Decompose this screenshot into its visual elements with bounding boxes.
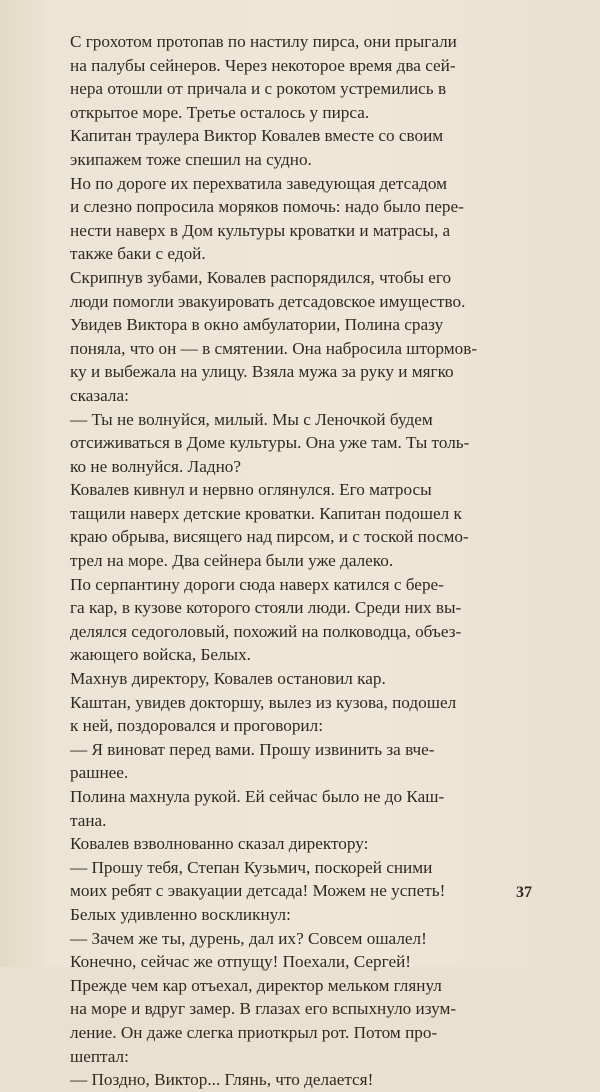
text-line: Увидев Виктора в окно амбулатории, Полина сразу	[70, 315, 444, 335]
text-line: — Ты не волнуйся, милый. Мы с Леночкой будем	[70, 409, 433, 429]
text-line: Махнув директору, Ковалев остановил кар.	[70, 669, 386, 689]
text-line: трел на море. Два сейнера были уже далеко.	[70, 551, 394, 571]
text-line: тащили наверх детские кроватки. Капитан подошел к	[70, 503, 462, 523]
text-line: ко не волнуйся. Ладно?	[70, 456, 242, 476]
text-line: Каштан, увидев докторшу, вылез из кузова, подошел	[70, 692, 457, 712]
text-line: жающего войска, Белых.	[70, 645, 251, 665]
text-line: тана.	[70, 810, 107, 830]
text-line: на палубы сейнеров. Через некоторое время два сей-	[70, 55, 456, 75]
text-line: Ковалев взволнованно сказал директору:	[70, 834, 369, 854]
text-line: — Зачем же ты, дурень, дал их? Совсем ошалел!	[70, 928, 427, 948]
text-line: Конечно, сейчас же отпущу! Поехали, Сергей!	[70, 952, 411, 972]
page-number: 37	[516, 884, 532, 901]
text-line: рашнее.	[70, 763, 129, 783]
text-line: — Прошу тебя, Степан Кузьмич, поскорей сними	[70, 857, 433, 877]
text-line: сказала:	[70, 385, 129, 405]
text-line: экипажем тоже спешил на судно.	[70, 149, 312, 169]
text-line: Скрипнув зубами, Ковалев распорядился, чтобы его	[70, 267, 452, 287]
text-line: нера отошли от причала и с рокотом устремились в	[70, 79, 447, 99]
text-line: краю обрыва, висящего над пирсом, и с тоской посмо-	[70, 527, 469, 547]
text-line: шептал:	[70, 1046, 129, 1066]
text-line: Прежде чем кар отъехал, директор мельком глянул	[70, 975, 442, 995]
text-line: нести наверх в Дом культуры кроватки и матрасы, а	[70, 220, 451, 240]
text-line: — Поздно, Виктор... Глянь, что делается!	[70, 1070, 374, 1090]
text-line: Но по дороге их перехватила заведующая детсадом	[70, 173, 447, 193]
text-line: Капитан траулера Виктор Ковалев вместе со своим	[70, 126, 444, 146]
text-line: и слезно попросила моряков помочь: надо было пере-	[70, 197, 464, 217]
text-line: ку и выбежала на улицу. Взяла мужа за руку и мягко	[70, 362, 454, 382]
text-line: люди помогли эвакуировать детсадовское имущество.	[70, 291, 466, 311]
text-line: ление. Он даже слегка приоткрыл рот. Потом про-	[70, 1022, 438, 1042]
text-line: поняла, что он — в смятении. Она набросила штормов-	[70, 338, 478, 358]
text-line: моих ребят с эвакуации детсада! Можем не успеть!	[70, 881, 446, 901]
text-line: открытое море. Третье осталось у пирса.	[70, 102, 370, 122]
text-line: на море и вдруг замер. В глазах его вспыхнуло изум-	[70, 999, 457, 1019]
text-line: Ковалев кивнул и нервно оглянулся. Его матросы	[70, 480, 432, 500]
text-line: — Я виноват перед вами. Прошу извинить за вче-	[70, 739, 435, 759]
text-line: к ней, поздоровался и проговорил:	[70, 716, 323, 736]
page-text	[70, 30, 532, 1092]
text-line: С грохотом протопав по настилу пирса, они прыгали	[70, 32, 457, 51]
text-line: Полина махнула рукой. Ей сейчас было не до Каш-	[70, 787, 445, 806]
text-line: делялся седоголовый, похожий на полководца, объез-	[70, 621, 462, 641]
text-line: Белых удивленно воскликнул:	[70, 904, 291, 924]
text-line: отсиживаться в Доме культуры. Она уже там. Ты толь-	[70, 433, 470, 453]
text-line: га кар, в кузове которого стояли люди. Среди них вы-	[70, 598, 462, 618]
text-line: также баки с едой.	[70, 244, 206, 264]
text-line: По серпантину дороги сюда наверх катился с бере-	[70, 574, 444, 594]
